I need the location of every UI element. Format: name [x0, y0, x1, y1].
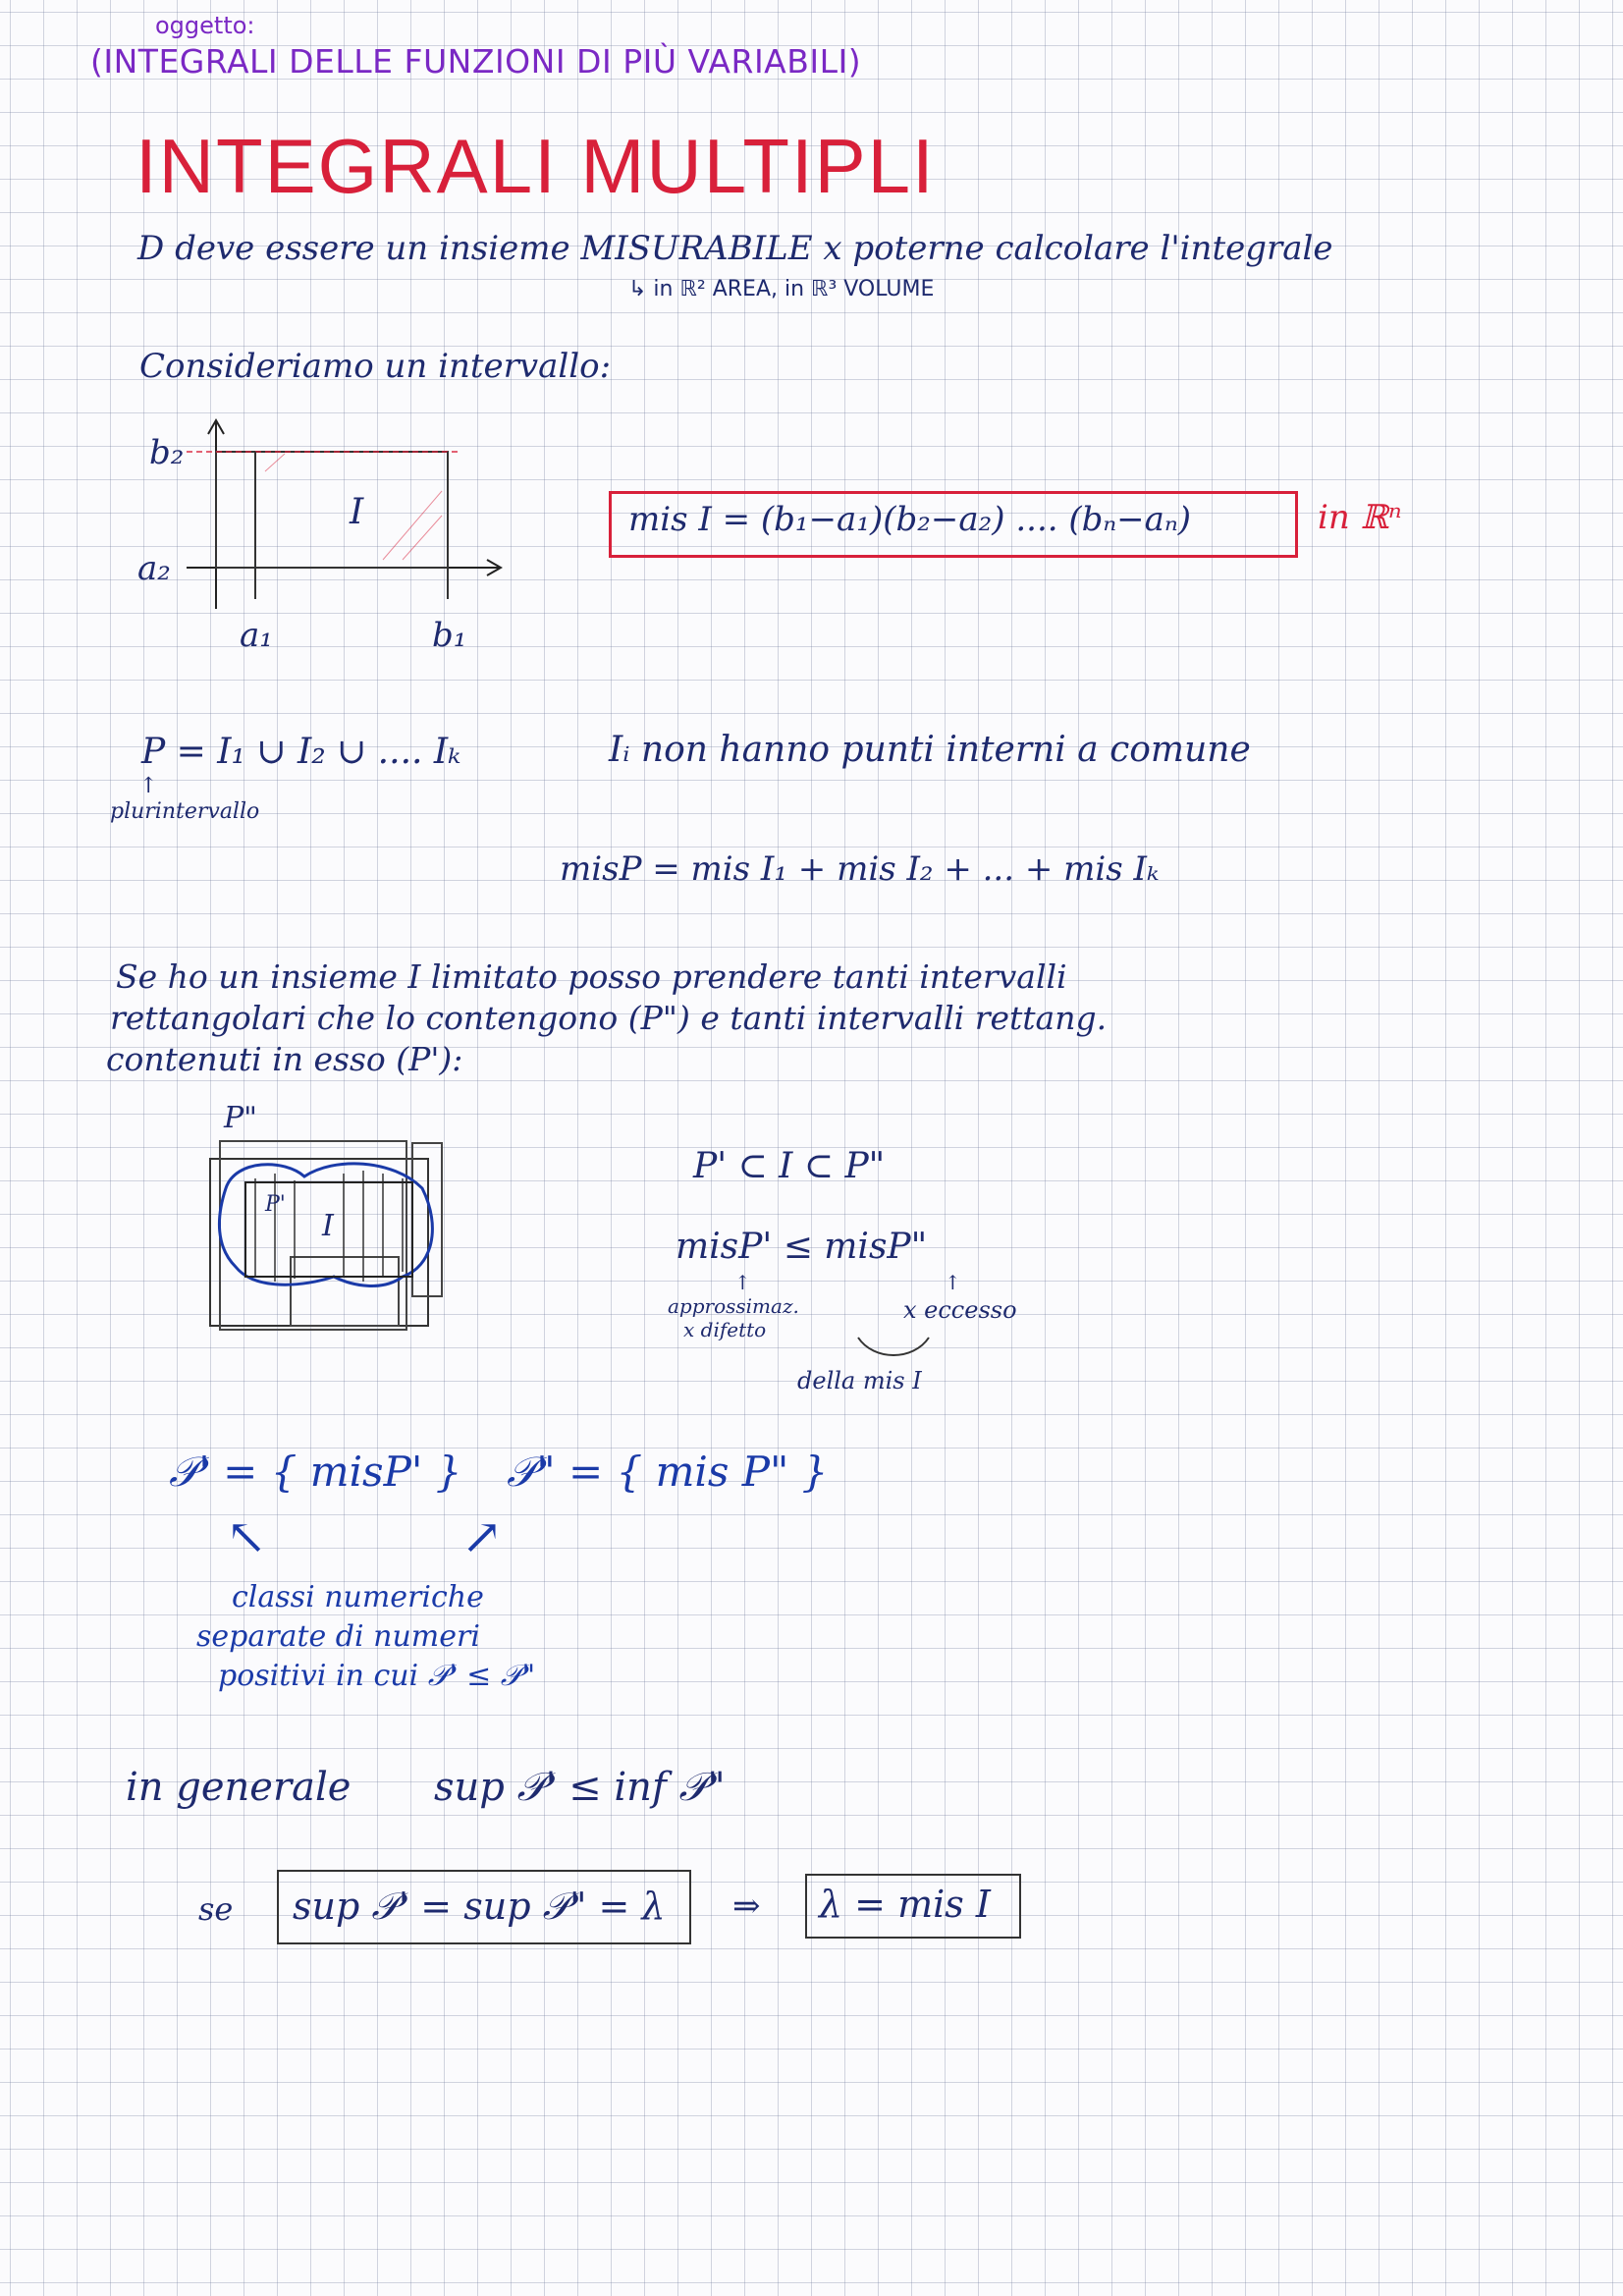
figure-label-p: P'	[265, 1192, 286, 1217]
conclusion-formula-2: λ = mis I	[819, 1883, 991, 1926]
figure-label-pp: P"	[224, 1101, 257, 1135]
bounded-line-3: contenuti in esso (P'):	[106, 1040, 463, 1078]
implies-arrow: ⇒	[732, 1886, 761, 1926]
excess-label: x eccesso	[903, 1296, 1017, 1324]
top-word: oggetto:	[155, 12, 255, 39]
plurinterval-formula: P = I₁ ∪ I₂ ∪ .... Iₖ	[141, 732, 461, 772]
inequality-formula: misP' ≤ misP"	[676, 1227, 928, 1267]
page-title: INTEGRALI MULTIPLI	[135, 123, 936, 209]
brace-connector	[854, 1334, 933, 1363]
class-desc-1: classi numeriche	[232, 1580, 484, 1614]
bounded-line-1: Se ho un insieme I limitato posso prendere tanti intervalli	[116, 957, 1067, 996]
arrow-defect: ↑	[734, 1271, 751, 1294]
intro-line-1: D deve essere un insieme MISURABILE x poterne calcolare l'integrale	[137, 229, 1333, 268]
figure-label-i: I	[322, 1209, 334, 1243]
label-b2: b₂	[149, 433, 185, 472]
defect-label-2: x difetto	[683, 1318, 767, 1341]
label-b1: b₁	[432, 616, 467, 655]
class-p1: 𝒫' = { misP' }	[169, 1448, 462, 1496]
plurinterval-note: Iᵢ non hanno punti interni a comune	[609, 730, 1251, 770]
plurinterval-arrow: ↑	[139, 774, 158, 798]
class-desc-3: positivi in cui 𝒫' ≤ 𝒫"	[218, 1659, 536, 1693]
interval-diagram	[128, 412, 520, 648]
subtitle: (INTEGRALI DELLE FUNZIONI DI PIÙ VARIABILI)	[90, 42, 862, 81]
inclusion-formula: P' ⊂ I ⊂ P"	[693, 1146, 886, 1186]
label-i: I	[350, 492, 364, 532]
label-a2: a₂	[137, 549, 171, 588]
arrow-class-2: ↗	[461, 1508, 503, 1565]
plurinterval-label: plurintervallo	[110, 799, 260, 824]
conclusion-se: se	[198, 1890, 234, 1928]
interval-intro: Consideriamo un intervallo:	[139, 347, 612, 386]
plurinterval-measure: misP = mis I₁ + mis I₂ + ... + mis Iₖ	[560, 849, 1160, 889]
class-desc-2: separate di numeri	[196, 1619, 480, 1654]
bounded-line-2: rettangolari che lo contengono (P") e tanti intervalli rettang.	[110, 999, 1108, 1037]
arrow-class-1: ↖	[226, 1508, 267, 1565]
defect-label-1: approssimaz.	[668, 1294, 799, 1318]
general-formula: sup 𝒫' ≤ inf 𝒫"	[434, 1765, 726, 1810]
intro-line-2: ↳ in ℝ² AREA, in ℝ³ VOLUME	[628, 277, 935, 301]
measure-formula: mis I = (b₁−a₁)(b₂−a₂) .... (bₙ−aₙ)	[628, 500, 1191, 539]
measure-formula-suffix: in ℝⁿ	[1318, 498, 1402, 537]
general-prefix: in generale	[126, 1765, 352, 1810]
class-p2: 𝒫" = { mis P" }	[507, 1448, 829, 1496]
arrow-excess: ↑	[945, 1271, 961, 1294]
conclusion-formula-1: sup 𝒫' = sup 𝒫" = λ	[293, 1885, 666, 1928]
of-mis-label: della mis I	[797, 1367, 922, 1394]
label-a1: a₁	[240, 616, 273, 655]
